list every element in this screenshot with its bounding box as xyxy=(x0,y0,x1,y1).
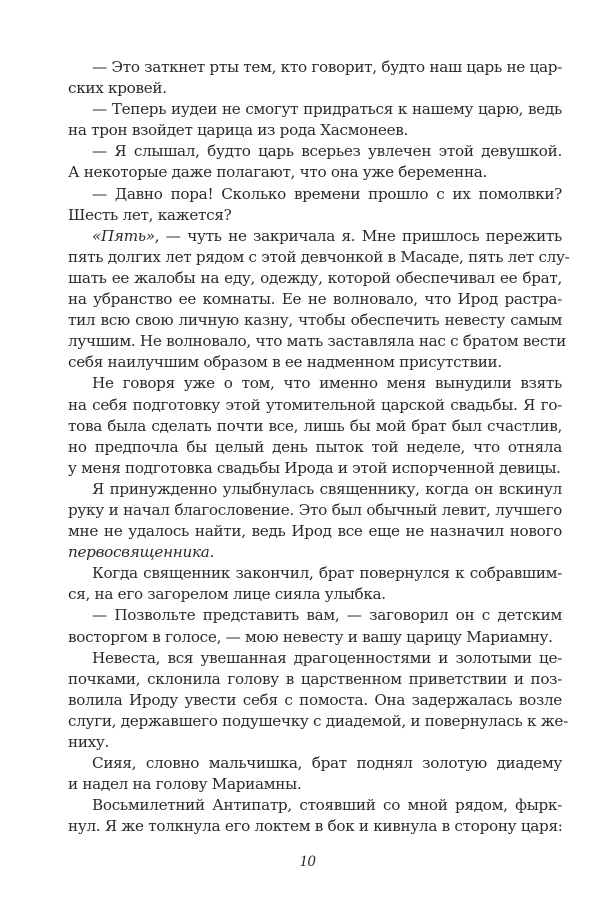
page-number: 10 xyxy=(299,853,316,870)
text-line xyxy=(68,310,562,331)
line-text: Когда священник закончил, брат повернулся к собравшим- xyxy=(92,564,562,583)
text-line xyxy=(68,669,562,690)
line-text: Невеста, вся увешанная драгоценностями и золотыми це- xyxy=(92,648,562,667)
line-text: . xyxy=(209,543,215,562)
text-line xyxy=(68,184,562,205)
line-text: А некоторые даже полагают, что она уже беременна. xyxy=(68,163,488,182)
line-text: — Это заткнет рты тем, кто говорит, будто наш царь не цар- xyxy=(92,58,562,76)
line-text: — Я слышал, будто царь всерьез увлечен этой девушкой. xyxy=(92,142,562,161)
text-line xyxy=(68,458,562,479)
text-line xyxy=(68,416,562,437)
line-text: — Позвольте представить вам, — заговорил он с детским xyxy=(92,606,562,625)
line-text: Восьмилетний Антипатр, стоявший со мной рядом, фырк- xyxy=(92,796,562,815)
line-text: — Давно пора! Сколько времени прошло с их помолвки? xyxy=(92,184,562,203)
line-text: Шесть лет, кажется? xyxy=(68,205,232,224)
line-text: руку и начал благословение. Это был обычный левит, лучшего xyxy=(68,500,562,519)
text-line xyxy=(68,605,562,626)
text-line xyxy=(68,437,562,458)
italic-text: «Пять» xyxy=(92,226,155,245)
text-line xyxy=(68,753,562,774)
line-text: и надел на голову Мариамны. xyxy=(68,775,302,794)
italic-text: первосвященника xyxy=(68,543,210,562)
line-text: нул. Я же толкнула его локтем в бок и кивнула в сторону царя: xyxy=(68,817,563,836)
line-text: слуги, державшего подушечку с диадемой, и повернулась к же- xyxy=(68,711,568,730)
text-line xyxy=(68,162,562,183)
text-line xyxy=(68,331,566,352)
text-line xyxy=(68,120,562,141)
line-text: тил всю свою личную казну, чтобы обеспечить невесту самым xyxy=(68,311,562,330)
text-line xyxy=(68,521,562,542)
text-line xyxy=(68,816,562,837)
line-text: това была сделать почти все, лишь бы мой брат был счастлив, xyxy=(68,416,562,435)
text-line xyxy=(68,711,568,732)
text-line xyxy=(68,500,562,521)
line-text: , — чуть не закричала я. Мне пришлось пережить xyxy=(154,226,562,245)
text-line xyxy=(68,584,562,605)
line-text: но предпочла бы целый день пыток той неделе, что отняла xyxy=(68,437,562,456)
text-line xyxy=(68,563,562,584)
text-line xyxy=(68,141,562,162)
line-text: мне не удалось найти, ведь Ирод все еще не назначил нового xyxy=(68,522,562,541)
text-line xyxy=(68,774,562,795)
text-line xyxy=(68,732,562,753)
line-text: почками, склонила голову в царственном приветствии и поз- xyxy=(68,669,562,688)
line-text: лучшим. Не волновало, что мать заставляла нас с братом вести xyxy=(68,332,566,351)
line-text: Я принужденно улыбнулась священнику, когда он вскинул xyxy=(92,479,562,498)
line-text: шать ее жалобы на еду, одежду, которой обеспечивал ее брат, xyxy=(68,268,562,287)
line-text: на убранство ее комнаты. Ее не волновало, что Ирод растра- xyxy=(68,290,562,309)
line-text: у меня подготовка свадьбы Ирода и этой испорченной девицы. xyxy=(68,458,561,477)
text-line xyxy=(68,78,562,99)
text-line xyxy=(68,226,562,247)
text-line xyxy=(68,205,562,226)
text-line xyxy=(68,247,570,268)
text-line xyxy=(68,373,562,394)
line-text: — Теперь иудеи не смогут придраться к нашему царю, ведь xyxy=(92,100,562,119)
text-line xyxy=(68,57,562,78)
text-line xyxy=(68,648,562,669)
line-text: Не говоря уже о том, что именно меня вынудили взять xyxy=(92,374,562,393)
line-text: пять долгих лет рядом с этой девчонкой в Масаде, пять лет слу- xyxy=(68,247,570,266)
line-text: волила Ироду увести себя с помоста. Она задержалась возле xyxy=(68,690,562,709)
text-line xyxy=(68,627,562,648)
line-text: Сияя, словно мальчишка, брат поднял золотую диадему xyxy=(92,754,562,773)
text-line xyxy=(68,268,562,289)
text-line xyxy=(68,99,562,120)
line-text: на трон взойдет царица из рода Хасмонеев. xyxy=(68,121,409,140)
text-line xyxy=(68,795,562,816)
line-text: ниху. xyxy=(68,733,110,751)
line-text: восторгом в голосе, — мою невесту и вашу царицу Мариамну. xyxy=(68,627,553,646)
text-line xyxy=(68,690,562,711)
text-line xyxy=(68,352,562,373)
body-text xyxy=(68,57,570,837)
text-line xyxy=(68,542,562,563)
line-text: ся, на его загорелом лице сияла улыбка. xyxy=(68,585,386,604)
line-text: ских кровей. xyxy=(68,79,167,98)
text-line xyxy=(68,289,562,310)
line-text: себя наилучшим образом в ее надменном присутствии. xyxy=(68,353,502,372)
text-line xyxy=(68,395,562,416)
text-line xyxy=(68,479,562,500)
line-text: на себя подготовку этой утомительной царской свадьбы. Я го- xyxy=(68,395,562,414)
